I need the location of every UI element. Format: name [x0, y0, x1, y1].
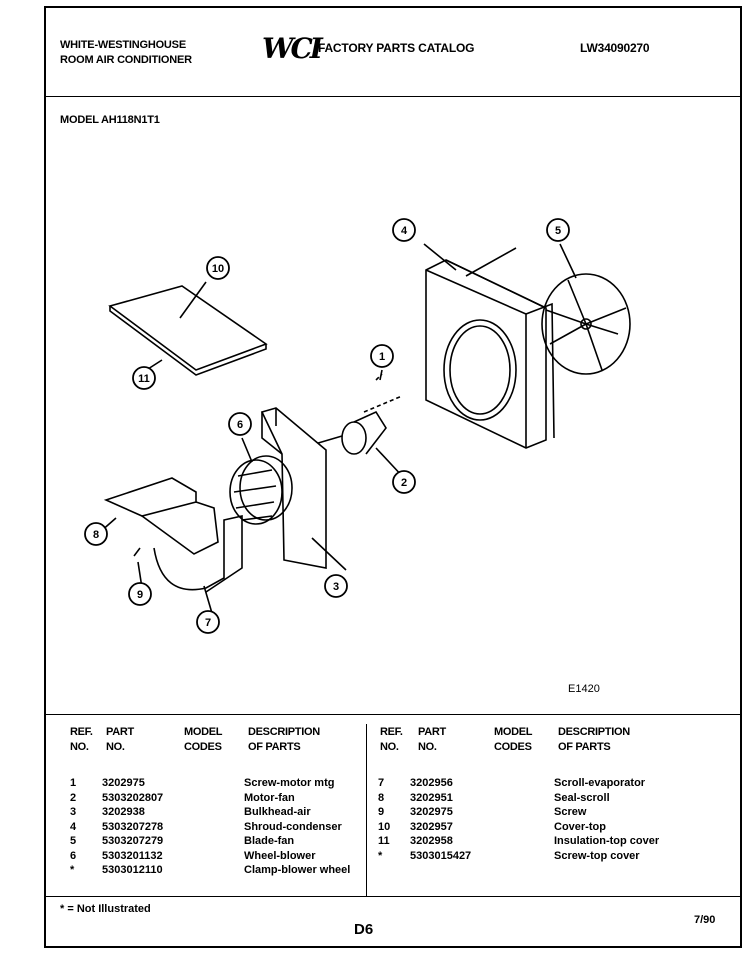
top-cover-part	[110, 286, 266, 375]
left-row-part-4: 5303207279	[102, 835, 164, 847]
right-row-part-3: 3202957	[410, 820, 453, 833]
left-ref-column	[70, 776, 76, 878]
brand-line-2: ROOM AIR CONDITIONER	[60, 54, 192, 66]
col-desc-header-right: DESCRIPTION OF PARTS	[558, 726, 630, 753]
left-row-desc-3: Shroud-condenser	[244, 820, 342, 833]
callout-label-10: 10	[211, 263, 225, 275]
left-row-ref-5: 6	[70, 849, 77, 862]
wci-logo: WCI	[262, 32, 320, 65]
scroll-screw-part	[134, 548, 140, 556]
right-row-desc-2: Screw	[554, 806, 587, 818]
callout-label-2: 2	[400, 477, 408, 489]
right-row-part-4: 3202958	[410, 835, 453, 847]
right-ref-column	[378, 776, 390, 863]
fan-blade-part	[542, 274, 630, 374]
table-top-rule	[46, 714, 740, 715]
left-row-part-3: 5303207278	[102, 820, 164, 833]
right-desc-column	[554, 776, 659, 863]
left-row-desc-4: Blade-fan	[244, 835, 295, 847]
catalog-page	[44, 6, 742, 948]
left-row-desc-0: Screw-motor mtg	[244, 777, 335, 789]
right-row-desc-4: Insulation-top cover	[554, 835, 660, 847]
left-row-ref-4: 5	[70, 835, 77, 847]
left-row-desc-2: Bulkhead-air	[244, 806, 311, 818]
right-row-ref-2: 9	[378, 806, 385, 818]
left-row-desc-1: Motor-fan	[244, 791, 295, 804]
right-row-ref-4: 11	[378, 835, 390, 847]
left-row-ref-6: *	[70, 864, 75, 876]
right-row-part-1: 3202951	[410, 791, 453, 804]
right-row-part-2: 3202975	[410, 806, 453, 818]
col-ref-header-right: REF. NO.	[380, 726, 403, 753]
right-row-ref-0: 7	[378, 777, 385, 789]
left-row-ref-3: 4	[70, 820, 77, 833]
left-row-part-6: 5303012110	[102, 864, 163, 876]
left-row-part-1: 5303202807	[102, 791, 164, 804]
callout-label-6: 6	[236, 419, 244, 431]
callout-label-1: 1	[378, 351, 386, 363]
right-row-ref-5: *	[378, 849, 383, 862]
table-bottom-rule	[46, 896, 740, 897]
callout-label-3: 3	[332, 581, 340, 593]
left-row-ref-2: 3	[70, 806, 77, 818]
callout-label-8: 8	[92, 529, 100, 541]
col-desc-header-left: DESCRIPTION OF PARTS	[248, 726, 320, 753]
condenser-shroud-part	[426, 248, 554, 448]
col-part-header-left: PART NO.	[106, 726, 134, 753]
callout-label-11: 11	[138, 373, 150, 385]
revision-date: 7/90	[694, 914, 716, 926]
col-ref-header-left: REF. NO.	[70, 726, 93, 753]
callout-label-5: 5	[554, 225, 562, 237]
figure-code: E1420	[568, 683, 600, 695]
left-row-desc-6: Clamp-blower wheel	[244, 864, 351, 876]
left-row-part-0: 3202975	[102, 777, 145, 789]
left-row-part-5: 5303201132	[102, 849, 163, 862]
right-part-column	[410, 776, 471, 863]
motor-screw-part	[364, 374, 402, 412]
right-row-desc-0: Scroll-evaporator	[554, 777, 646, 789]
scroll-evaporator-part	[106, 478, 242, 592]
exploded-parts-diagram	[46, 8, 740, 708]
left-desc-column	[244, 776, 350, 878]
catalog-title: FACTORY PARTS CATALOG	[318, 41, 475, 55]
left-row-ref-0: 1	[70, 777, 77, 789]
right-row-desc-3: Cover-top	[554, 820, 606, 833]
brand-line-1: WHITE-WESTINGHOUSE	[60, 39, 186, 51]
bulkhead-part	[262, 408, 326, 568]
right-row-ref-3: 10	[378, 820, 391, 833]
left-row-ref-1: 2	[70, 791, 77, 804]
right-row-part-0: 3202956	[410, 777, 453, 789]
document-number: LW34090270	[580, 41, 650, 55]
right-row-ref-1: 8	[378, 791, 385, 804]
page-number: D6	[354, 921, 374, 938]
left-row-part-2: 3202938	[102, 806, 145, 818]
right-row-desc-1: Seal-scroll	[554, 791, 610, 804]
callout-label-4: 4	[400, 225, 408, 237]
left-row-desc-5: Wheel-blower	[244, 849, 316, 862]
table-center-divider	[366, 724, 367, 896]
right-row-part-5: 5303015427	[410, 849, 472, 862]
model-label: MODEL AH118N1T1	[60, 114, 160, 126]
callout-label-9: 9	[136, 589, 144, 601]
col-part-header-right: PART NO.	[418, 726, 446, 753]
left-part-column	[102, 776, 163, 878]
col-model-header-right: MODEL CODES	[494, 726, 533, 753]
col-model-header-left: MODEL CODES	[184, 726, 223, 753]
callout-label-7: 7	[204, 617, 212, 629]
right-row-desc-5: Screw-top cover	[554, 849, 640, 862]
not-illustrated-note: * = Not Illustrated	[60, 903, 151, 915]
